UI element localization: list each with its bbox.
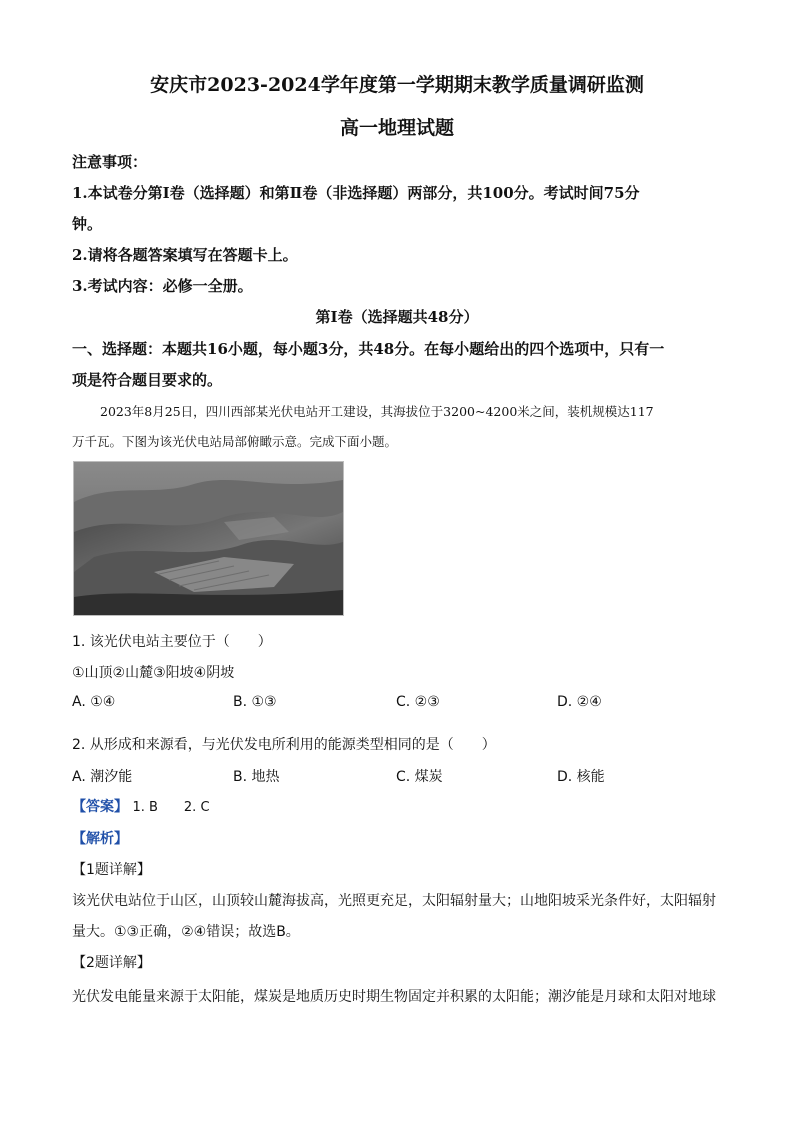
detail-1-text: 该光伏电站位于山区，山顶较山麓海拔高，光照更充足，太阳辐射量大；山地阳坡采光条件好，太阳辐射	[72, 893, 716, 909]
notes-item-2: 2.请将各题答案填写在答题卡上。	[72, 246, 298, 264]
analysis-label: 【解析】	[72, 831, 128, 847]
exam-title: 安庆市2023-2024学年度第一学期期末教学质量调研监测	[150, 74, 644, 96]
q1-choices: ①山顶②山麓③阳坡④阴坡	[72, 665, 235, 681]
q2-option-a: A. 潮汐能	[72, 769, 133, 785]
detail-1-label: 【1题详解】	[72, 862, 151, 878]
notes-item-1: 1.本试卷分第Ⅰ卷（选择题）和第Ⅱ卷（非选择题）两部分，共100分。考试时间75分	[72, 184, 640, 202]
answer-label: 【答案】	[72, 799, 128, 815]
material-text: 2023年8月25日，四川西部某光伏电站开工建设，其海拔位于3200~4200米之间，装机规模达117	[100, 404, 654, 419]
q2-option-b: B. 地热	[233, 769, 280, 785]
solar-station-aerial-photo	[73, 461, 344, 616]
detail-1-text-cont: 量大。①③正确，②④错误；故选B。	[72, 924, 300, 940]
q1-option-b: B. ①③	[233, 694, 277, 710]
q2-option-c: C. 煤炭	[396, 769, 443, 785]
notes-item-1-cont: 钟。	[72, 215, 103, 233]
answer-value: 1. B 2. C	[132, 800, 210, 815]
exam-subtitle: 高一地理试题	[339, 117, 454, 139]
part1-title: 第Ⅰ卷（选择题共48分）	[315, 308, 479, 326]
notes-heading: 注意事项：	[72, 153, 148, 171]
answer-line	[72, 796, 210, 816]
detail-2-text: 光伏发电能量来源于太阳能，煤炭是地质历史时期生物固定并积累的太阳能；潮汐能是月球和太阳对地球	[72, 989, 716, 1005]
q1-stem: 1. 该光伏电站主要位于（ ）	[72, 634, 272, 650]
detail-2-label: 【2题详解】	[72, 955, 151, 971]
part1-instruction: 一、选择题：本题共16小题，每小题3分，共48分。在每小题给出的四个选项中，只有一	[72, 340, 665, 358]
material-text-cont: 万千瓦。下图为该光伏电站局部俯瞰示意。完成下面小题。	[72, 434, 398, 449]
q2-stem: 2. 从形成和来源看，与光伏发电所利用的能源类型相同的是（ ）	[72, 737, 496, 753]
q1-option-a: A. ①④	[72, 694, 116, 710]
q2-option-d: D. 核能	[557, 769, 605, 785]
q1-option-c: C. ②③	[396, 694, 440, 710]
part1-instruction-cont: 项是符合题目要求的。	[72, 371, 223, 389]
q1-option-d: D. ②④	[557, 694, 602, 710]
notes-item-3: 3.考试内容：必修一全册。	[72, 277, 253, 295]
